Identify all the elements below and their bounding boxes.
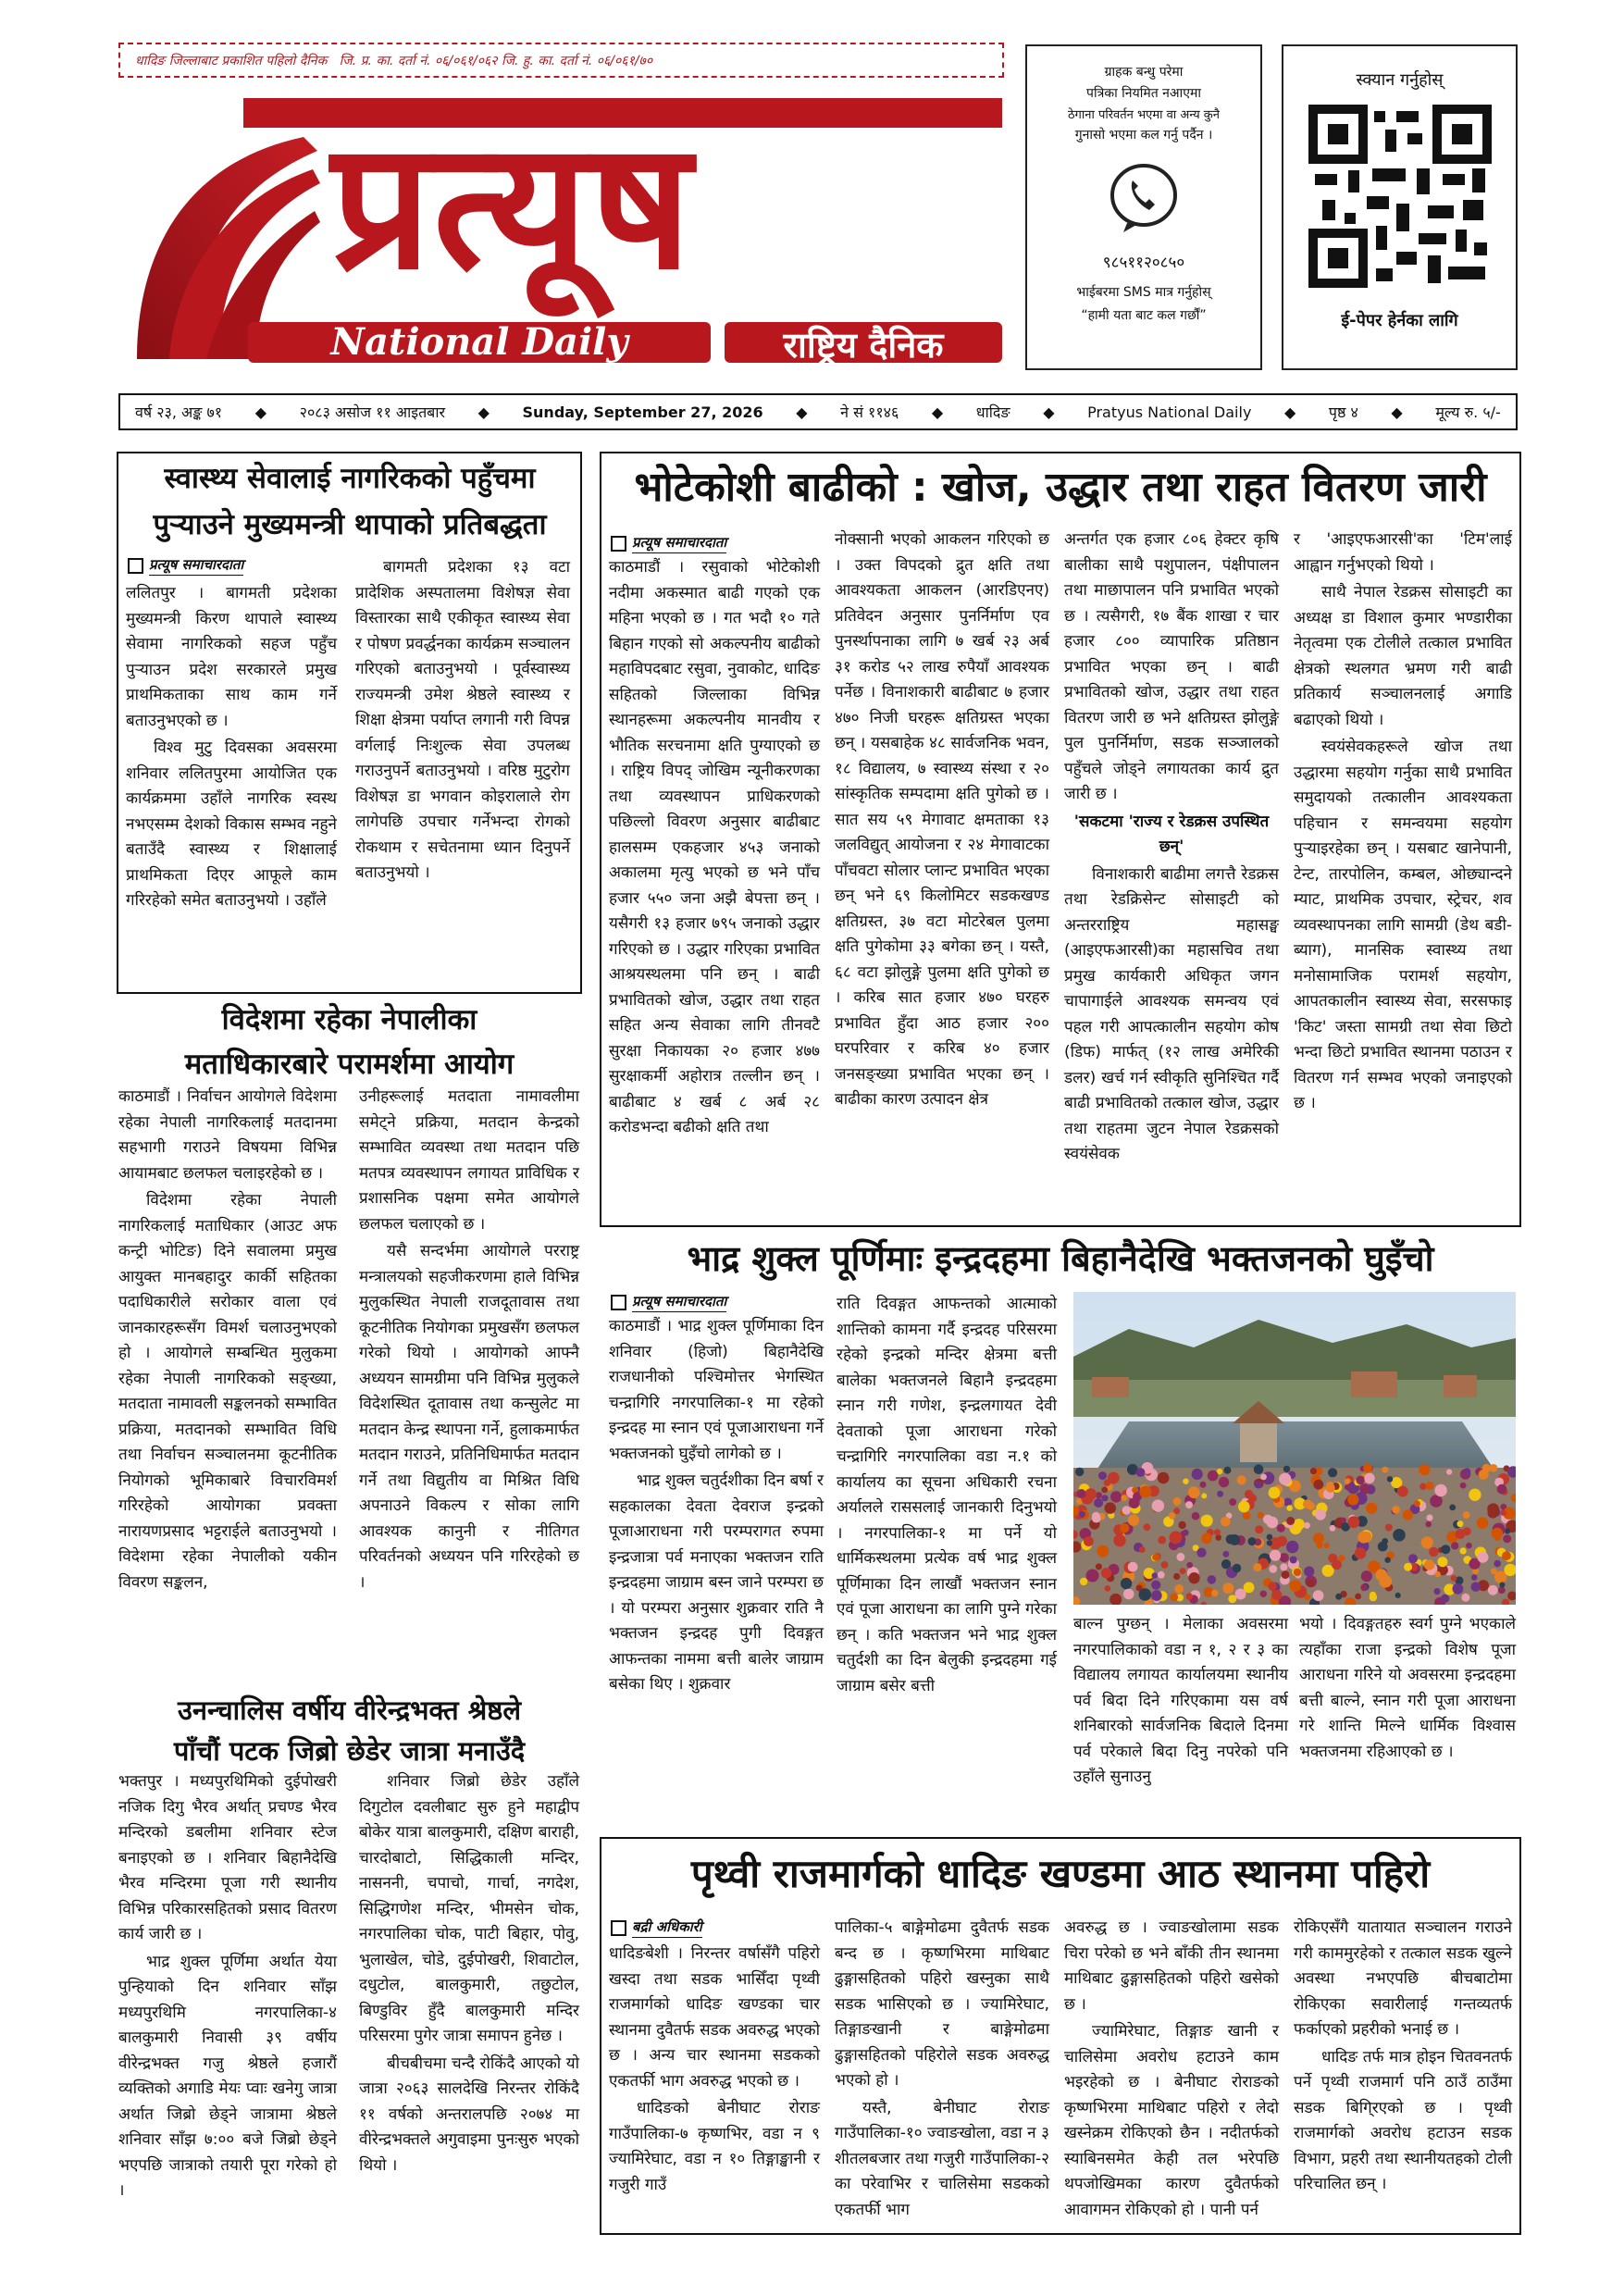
headline-line: विदेशमा रहेका नेपालीका [221,1003,477,1036]
paragraph: काठमाडौं । भाद्र शुक्ल पूर्णिमाका दिन शनिवार (हिजो) बिहानैदेखि राजधानीको पश्चिमोत्तर भेगस्थित चन्द्रागिरि नगरपालिका-१ मा रहेको इन्द्रदह मा स्नान एवं पूजाआराधना गर्ने भक्तजनको घुइँचो लागेको छ । [609,1317,824,1463]
paragraph: बाल्न पुग्छन् । मेलाका अवसरमा नगरपालिकाको वडा न १, २ र ३ का विद्यालय लगायत कार्यालयमा स्थानीय पर्व बिदा दिने गरिएकामा यस वर्ष शनिबारको सार्वजनिक बिदाले दिनमा पर्व परेकाले बिदा दिनु नपरेको पनि उहाँले सुनाउनु [1073,1615,1288,1786]
paragraph: विनाशकारी बाढीमा लगत्तै रेडक्रस तथा रेडक्रिसेन्ट सोसाइटी को अन्तरराष्ट्रिय महासङ्घ (आइएफआरसी)का महासचिव तथा प्रमुख कार्यकारी अधिकृत जगन चापागाईले आवश्यक समन्वय एवं पहल गरी आपत्कालीन सहयोग कोष (डिफ) मार्फत् (१२ लाख अमेरिकी डलर) खर्च गर्न स्वीकृति सुनिश्चित गर्दै बाढी प्रभावितको तत्काल खोज, उद्धार तथा राहतमा जुटन नेपाल रेडक्रसको स्वयंसेवक [1064,864,1279,1163]
volume: वर्ष २३, अङ्क ७१ [135,403,223,421]
paragraph: पालिका-५ बाङ्गेमोढमा दुवैतर्फ सडक बन्द छ । कृष्णभिरमा माथिबाट ढुङ्गासहितको पहिरो खस्नुका साथै सडक भासिएको छ । ज्यामिरेघाट, तिङ्गाङखानी र बाङ्गेमोढमा ढुङ्गासहितको पहिरोले सडक अवरुद्ध भएको हो । [835,1918,1049,2090]
election-col-1 [118,1085,337,1595]
epaper-label: ई-पेपर हेर्नका लागि [1341,311,1458,330]
highway-byline [611,1917,702,1938]
separator: ◆ [1284,403,1296,421]
paragraph: राति दिवङ्गत आफन्तको आत्माको शान्तिको कामना गर्दै इन्द्रदह परिसरमा रहेको इन्द्रको मन्दिर क्षेत्रमा बत्ती बालेका भक्तजनले बिहानै इन्द्रदहमा स्नान गरी गणेश, इन्द्रलगायत देवी देवताको पूजा आराधना गरेको चन्द्रागिरि नगरपालिका वडा न.१ को कार्यालय का सूचना अधिकारी रचना अर्यालले राससलाई जानकारी दिनुभयो । नगरपालिका-१ मा पर्ने यो धार्मिकस्थलमा प्रत्येक वर्ष भाद्र शुक्ल पूर्णिमाका दिन लाखौं भक्तजन स्नान एवं पूजा आराधना का लागि पुग्ने गरेका छन् । कति भक्तजन भने भाद्र शुक्ल चतुर्दशी का दिन बेलुकी इन्द्रदहमा गई जाग्राम बसेर बत्ती [837,1295,1057,1695]
separator: ◆ [1391,403,1403,421]
paragraph: नोक्सानी भएको आकलन गरिएको छ । उक्त विपदको द्रुत क्षति तथा आवश्यकता आकलन (आरडिएनए) प्रतिवेदन अनुसार पुनर्निर्माण एव पुनर्स्थापनाका लागि ७ खर्ब २३ अर्ब ३१ करोड ५२ लाख रुपैयाँ आवश्यक पर्नेछ । विनाशकारी बाढीबाट ७ हजार ४७० निजी घरहरू क्षतिग्रस्त भएका छन् । यसबाहेक ४८ सार्वजनिक भवन, १८ विद्यालय, ७ स्वास्थ्य संस्था र २० सांस्कृतिक सम्पदामा क्षति पुगेको छ । सात सय ५९ मेगावाट क्षमताका १३ जलविद्युत् आयोजना र २४ मेगावाटका पाँचवटा सोलार प्लान्ट प्रभावित भएका छन् भने ६९ किलोमिटर सडकखण्ड क्षतिग्रस्त, ३७ वटा मोटरेबल पुलमा क्षति पुगेकोमा ३३ बगेका छन् । यस्तै, ६८ वटा झोलुङ्गे पुलमा क्षति पुगेको छ । करिब सात हजार ४७० घरहरु प्रभावित हुँदा आठ हजार २०० घरपरिवार र करिब ४० हजार जनसङ्ख्या प्रभावित भएका छन् । बाढीका कारण उत्पादन क्षेत्र [835,530,1049,1109]
paper-name: Pratyus National Daily [1087,403,1252,421]
highway-col-2 [835,1916,1049,2223]
paragraph: विदेशमा रहेका नेपाली नागरिकलाई मताधिकार (आउट अफ कन्ट्री भोटिङ) दिने सवालमा प्रमुख आयुक्त मानबहादुर कार्की सहितका पदाधिकारीले सरोकार वाला एवं जानकारहरूसँग विमर्श चलाउनुभएको हो । आयोगले सम्बन्धित मुलुकमा रहेका नेपाली नागरिकको सङ्ख्या, मतदाता नामावली सङ्कलनको सम्भावित प्रक्रिया, मतदानको सम्भावित विधि तथा निर्वाचन सञ्चालनमा कूटनीतिक नियोगको भूमिकाबारे विचारविमर्श गरिरहेको आयोगका प्रवक्ता नारायणप्रसाद भट्टराईले बताउनुभयो । विदेशमा रहेका नेपालीको यकीन विवरण सङ्कलन, [118,1191,337,1592]
birendra-col-1 [118,1769,337,2204]
place: धादिङ [975,403,1010,421]
masthead-logo [118,81,1004,378]
paragraph: भक्तपुर । मध्यपुरथिमिको दुईपोखरी नजिक दिगु भैरव अर्थात् प्रचण्ड भैरव मन्दिरको डबलीमा शनिवार स्टेज बनाइएको छ । शनिवार बिहानैदेखि भैरव मन्दिरमा पूजा गरी स्थानीय विभिन्न परिकारसहितको प्रसाद वितरण कार्य जारी छ । [118,1772,337,1943]
paragraph: विश्व मुटु दिवसका अवसरमा शनिवार ललितपुरमा आयोजित एक कार्यक्रममा उहाँले नागरिक स्वस्थ नभएसम्म देशको विकास सम्भव नहुने बताउँदै स्वास्थ्य र शिक्षालाई प्राथमिकता दिएर आफूले काम गरिरहेको समेत बताउनुभयो । उहाँले [126,738,337,910]
bhotekoshi-headline: भोटेकोशी बाढीको : खोज, उद्धार तथा राहत वितरण जारी [634,464,1487,511]
indradaha-headline: भाद्र शुक्ल पूर्णिमाः इन्द्रदहमा बिहानैदेखि भक्तजनको घुइँचो [687,1238,1434,1279]
paragraph: ललितपुर । बागमती प्रदेशका मुख्यमन्त्री किरण थापाले स्वास्थ्य सेवामा नागरिकको सहज पहुँच पुर्‍याउन प्रदेश सरकारले प्रमुख प्राथमिकताका साथ काम गर्ने बताउनुभएको छ । [126,584,337,730]
page-number: पृष्ठ ४ [1328,403,1358,421]
byline-text: प्रत्यूष समाचारदाता [149,555,243,576]
paragraph: उनीहरूलाई मतदाता नामावलीमा समेट्ने प्रक्रिया, मतदान केन्द्रको सम्भावित व्यवस्था तथा मतदान पछि मतपत्र व्यवस्थापन लगायत प्राविधिक र प्रशासनिक पक्षमा समेत आयोगले छलफल चलाएको छ । [359,1087,579,1234]
paragraph: धादिङबेशी । निरन्तर वर्षासँगै पहिरो खस्दा तथा सडक भासिँदा पृथ्वी राजमार्गको धादिङ खण्डका चार स्थानमा दुवैतर्फ सडक अवरुद्ध भएको छ । अन्य चार स्थानमा सडकको एकतर्फी भाग अवरुद्ध भएको छ । [609,1944,820,2091]
scan-label: स्क्यान गर्नुहोस् [1356,70,1444,90]
price: मूल्य रु. ५/- [1435,403,1501,421]
highway-col-4 [1294,1916,1512,2198]
highway-headline: पृथ्वी राजमार्गको धादिङ खण्डमा आठ स्थानमा पहिरो [690,1851,1431,1896]
notice-sms: भाईबरमा SMS मात्र गर्नुहोस् [1076,285,1211,300]
health-byline [128,555,243,576]
indradaha-col-1 [609,1314,824,1698]
paragraph: यसै सन्दर्भमा आयोगले परराष्ट्र मन्त्रालयको सहजीकरणमा हाले विभिन्न मुलुकस्थित नेपाली राजदूतावास तथा कूटनीतिक नियोगका प्रमुखसँग छलफल गरेको थियो । आयोगको आफ्नै अध्ययन सामग्रीमा पनि विभिन्न मुलुकले विदेशस्थित दूतावास तथा कन्सुलेट मा मतदान केन्द्र स्थापना गर्ने, हुलाकमार्फत मतदान गराउने, प्रतिनिधिमार्फत मतदान गर्ने तथा विद्युतीय वा मिश्रित विधि अपनाउने विकल्प र सोका लागि आवश्यक कानुनी र नीतिगत परिवर्तनको अध्ययन पनि गरिरहेको छ । [359,1242,579,1592]
paragraph: ज्यामिरेघाट, तिङ्गाङ खानी र चालिसेमा अवरोध हटाउने काम भइरहेको छ । बेनीघाट रोराङको कृष्णभिरमा माथिबाट पहिरो र लेदो खस्नेक्रम रोकिएको छैन । नदीतर्फको स्याबिनसमेत केही तल भरेपछि थपजोखिमका कारण दुवैतर्फको आवागमन रोकिएको हो । पानी पर्न [1064,2022,1279,2219]
headline-line: पाँचौं पटक जिब्रो छेडेर जात्रा मनाउँदै [173,1735,526,1767]
bhotekoshi-col-3 [1064,527,1279,1168]
health-col-1 [126,581,337,914]
bhotekoshi-byline [611,533,726,553]
notice-line: ठेगाना परिवर्तन भएमा वा अन्य कुनै [1068,108,1220,122]
reader-notice-box [1025,44,1262,370]
birendra-headline [117,1690,582,1771]
reg-number: ने सं ११४६ [840,403,899,421]
indradaha-col-3 [1073,1612,1288,1791]
headline-line: पुर्‍याउने मुख्यमन्त्री थापाको प्रतिबद्धता [153,508,547,541]
phone-icon [1107,160,1181,234]
byline-text: प्रत्यूष समाचारदाता [632,1292,726,1312]
paragraph: स्वयंसेवकहरूले खोज तथा उद्धारमा सहयोग गर्नुका साथै प्रभावित समुदायको तत्कालीन आवश्यकता पहिचान र समन्वयमा सहयोग पुर्‍याइरहेका छन् । यसबाट खानेपानी, टेन्ट, तारपोलिन, कम्बल, ओछ्यान्दने म्याट, प्राथमिक उपचार, स्ट्रेचर, शव व्यवस्थापनका लागि सामग्री (डेथ बडी-ब्याग), मानसिक स्वास्थ्य तथा मनोसामाजिक परामर्श सहयोग, आपतकालीन स्वास्थ्य सेवा, सरसफाइ 'किट' जस्ता सामग्री तथा सेवा छिटो भन्दा छिटो प्रभावित स्थानमा पठाउन र वितरण गर्न सम्भव भएको जनाइएको छ । [1294,738,1512,1112]
health-col-2 [355,555,570,887]
byline-text: प्रत्यूष समाचारदाता [632,533,726,553]
notice-quote: “हामी यता बाट कल गर्छौं” [1081,308,1207,323]
paragraph: भयो । दिवङ्गतहरु स्वर्ग पुग्ने भएकाले त्यहाँका राजा इन्द्रको विशेष पूजा आराधना गरिने यो अवसरमा इन्द्रदहमा बत्ती बाल्ने, स्नान गरी पूजा आराधना गरे शान्ति मिल्ने धार्मिक विश्वास भक्तजनमा रहिआएको छ । [1299,1615,1516,1761]
election-col-2 [359,1085,579,1595]
separator: ◆ [931,403,944,421]
dateline-bar [118,393,1518,430]
qr-box [1282,44,1518,370]
paragraph: यस्तै, बेनीघाट रोराङ गाउँपालिका-१० ज्वाङखोला, वडा न ३ शीतलबजार तथा गजुरी गाउँपालिका-२ का परेवाभिर र चालिसेमा सडकको एकतर्फी भाग [835,2098,1049,2219]
bhotekoshi-col-1 [609,555,820,1141]
byline-text: बद्री अधिकारी [632,1917,702,1938]
separator: ◆ [477,403,490,421]
paragraph: भाद्र शुक्ल पूर्णिमा अर्थात येया पुन्हियाको दिन शनिवार साँझ मध्यपुरथिमि नगरपालिका-४ बालकुमारी निवासी ३९ वर्षीय वीरेन्द्रभक्त गजु श्रेष्ठले हजारौं व्यक्तिको अगाडि मेयः प्वाः खनेगु जात्रा अर्थात जिब्रो छेड्ने जात्रामा श्रेष्ठले शनिवार साँझ ७:०० बजे जिब्रो छेड्ने भएपछि जात्राको तयारी पूरा गरेको हो । [118,1952,337,2200]
english-name: National Daily [330,320,628,364]
nepali-name: राष्ट्रिय दैनिक [783,325,944,366]
nepali-date: २०८३ असोज ११ आइतबार [299,403,446,421]
subheading: 'सकटमा 'राज्य र रेडक्रस उपस्थित छन्' [1073,812,1270,856]
indradaha-col-4 [1299,1612,1516,1765]
highway-col-1 [609,1942,820,2198]
paragraph: बागमती प्रदेशका १३ वटा प्रादेशिक अस्पतालमा विशेषज्ञ सेवा विस्तारका साथै एकीकृत स्वास्थ्य सेवा र पोषण प्रवर्द्धनका कार्यक्रम सञ्चालन गरिएको बताउनुभयो । पूर्वस्वास्थ्य राज्यमन्त्री उमेश श्रेष्ठले स्वास्थ्य र शिक्षा क्षेत्रमा पर्याप्त लगानी गरी विपन्न वर्गलाई निःशुल्क सेवा उपलब्ध गराउनुपर्ने बताउनुभयो । वरिष्ठ मुटुरोग विशेषज्ञ डा भगवान कोइरालाले रोग लागेपछि उपचार गर्नेभन्दा रोगको रोकथाम र सचेतनामा ध्यान दिनुपर्ने बताउनुभयो । [355,558,570,882]
health-headline [124,455,576,548]
headline-line: स्वास्थ्य सेवालाई नागरिकको पहुँचमा [164,462,536,495]
notice-line: पत्रिका नियमित नआएमा [1086,86,1201,101]
strip-text: धादिङ जिल्लाबाट प्रकाशित पहिलो दैनिक जि. प्र. का. दर्ता नं. ०६/०६१/०६२ जि. हु. का. दर्ता नं. ०६/०६१/७० [135,53,653,68]
paragraph: धादिङको बेनीघाट रोराङ गाउँपालिका-७ कृष्णभिर, वडा न ९ ज्यामिरेघाट, वडा न १० तिङ्गाङ्खानी र गजुरी गाउँ [609,2099,820,2194]
paragraph: धादिङ तर्फ मात्र होइन चितवनतर्फ पर्ने पृथ्वी राजमार्ग पनि ठाउँ ठाउँमा सडक बिगि्रएको छ । पृथ्वी राजमार्गको अवरोध हटाउन सडक विभाग, प्रहरी तथा स्थानीयतहको टोली परिचालित छन् । [1294,2047,1512,2193]
separator: ◆ [796,403,808,421]
indradaha-col-2 [837,1292,1057,1699]
paragraph: र 'आइएफआरसी'का 'टिम'लाई आह्वान गर्नुभएको थियो । [1294,530,1512,575]
separator: ◆ [254,403,267,421]
highway-col-3 [1064,1916,1279,2223]
paragraph: अन्तर्गत एक हजार ८०६ हेक्टर कृषि बालीका साथै पशुपालन, पंक्षीपालन तथा माछापालन पनि प्रभावित भएको छ । त्यसैगरी, १७ बैंक शाखा र चार हजार ८०० व्यापारिक प्रतिष्ठान प्रभावित भएका छन् । बाढी प्रभावितको खोज, उद्धार तथा राहत वितरण जारी छ भने क्षतिग्रस्त झोलुङ्गे पुल पुनर्निर्माण, सडक सञ्जालको पहुँचले जोड्ने लगायतका कार्य द्रुत जारी छ । [1064,530,1279,803]
paragraph: अवरुद्ध छ । ज्वाङखोलामा सडक चिरा परेको छ भने बाँकी तीन स्थानमा माथिबाट ढुङ्गासहितको पहिरो खसेको छ । [1064,1918,1279,2014]
paragraph: भाद्र शुक्ल चतुर्दशीका दिन बर्षा र सहकालका देवता देवराज इन्द्रको पूजाआराधना गरी परम्परागत रुपमा इन्द्रजात्रा पर्व मनाएका भक्तजन राति इन्द्रदहमा जाग्राम बस्न जाने परम्परा छ । यो परम्परा अनुसार शुक्रवार राति नै भक्तजन इन्द्रदह पुगी दिवङ्गत आफन्तका नाममा बत्ती बालेर जाग्राम बसेका थिए । शुक्रवार [609,1471,824,1694]
english-date: Sunday, September 27, 2026 [522,403,763,421]
masthead-strip [118,43,1004,78]
notice-phone: ९८५११२०८५० [1102,254,1185,272]
logo-text: प्रत्यूष [331,102,694,308]
headline-line: मताधिकारबारे परामर्शमा आयोग [184,1048,514,1081]
paragraph: काठमाडौं । रसुवाको भोटेकोशी नदीमा अकस्मात बाढी गएको एक महिना भएको छ । गत भदौ १० गते बिहान गएको सो अकल्पनीय बाढीको महाविपदबाट रसुवा, नुवाकोट, धादिङ सहितको जिल्लाका विभिन्न स्थानहरूमा अकल्पनीय मानवीय र भौतिक सरचनामा क्षति पुग्याएको छ । राष्ट्रिय विपद् जोखिम न्यूनीकरणका तथा व्यवस्थापन प्राधिकरणको पछिल्लो विवरण अनुसार बाढीबाट हालसम्म एकहजार ४५३ जनाको अकालमा मृत्यु भएको छ भने पाँच हजार ५५० जना अझै बेपत्ता छन् । यसैगरी १३ हजार ७९५ जनाको उद्धार गरिएको छ । उद्धार गरिएका प्रभावित आश्रयस्थलमा पनि छन् । बाढी प्रभावितको खोज, उद्धार तथा राहत सहित अन्य सेवाका लागि तीनवटै सुरक्षा निकायका २० हजार ४७७ सुरक्षाकर्मी अहोरात्र तल्लीन छन् । बाढीबाट ४ खर्ब ८ अर्ब २८ करोडभन्दा बढीको क्षति तथा [609,558,820,1136]
paragraph: रोकिएसँगै यातायात सञ्चालन गराउने गरी काममुरहेको र तत्काल सडक खुल्ने अवस्था नभएपछि बीचबाटोमा रोकिएका सवारीलाई गन्तव्यतर्फ फर्काएको प्रहरीको भनाई छ । [1294,1918,1512,2039]
birendra-col-2 [359,1769,579,2178]
indradaha-photo [1073,1292,1516,1605]
paragraph: साथै नेपाल रेडक्रस सोसाइटी का अध्यक्ष डा विशाल कुमार भण्डारीका नेतृत्वमा एक टोलीले तत्काल प्रभावित क्षेत्रको स्थलगत भ्रमण गरी बाढी प्रतिकार्य सञ्चालनलाई अगाडि बढाएको थियो । [1294,583,1512,729]
indradaha-byline [611,1292,726,1312]
notice-line: गुनासो भएमा कल गर्नु पर्दैन । [1074,128,1213,143]
election-headline [117,998,582,1086]
bhotekoshi-col-4 [1294,527,1512,1117]
qr-code-icon[interactable] [1308,104,1493,289]
paragraph: काठमाडौं । निर्वाचन आयोगले विदेशमा रहेका नेपाली नागरिकलाई मतदानमा सहभागी गराउने विषयमा विभिन्न आयामबाट छलफल चलाइरहेको छ । [118,1087,337,1183]
notice-line: ग्राहक बन्धु परेमा [1104,65,1184,80]
paragraph: शनिवार जिब्रो छेडेर उहाँले दिगुटोल दवलीबाट सुरु हुने महाद्वीप बोकेर यात्रा बालकुमारी, दक्षिण बाराही, चारदोबाटो, सिद्धिकाली मन्दिर, नासननी, चपाचो, गार्चा, नगदेश, सिद्धिगणेश मन्दिर, भीमसेन चोक, नगरपालिका चोक, पाटी बिहार, पोवु, भुलाखेल, चोडे, दुईपोखरी, शिवाटोल, दधुटोल, बालकुमारी, तछुटोल, बिण्डुविर हुँदै बालकुमारी मन्दिर परिसरमा पुगेर जात्रा समापन हुनेछ । [359,1772,579,2045]
crowd-lake-photo-icon [1073,1292,1516,1605]
paragraph: बीचबीचमा चन्दै रोकिंदै आएको यो जात्रा २०६३ सालदेखि निरन्तर रोकिंदै ११ वर्षको अन्तरालपछि २०७४ मा वीरेन्द्रभक्तले अगुवाइमा पुनःसुरु भएको थियो । [359,2054,579,2175]
headline-line: उनन्चालिस वर्षीय वीरेन्द्रभक्त श्रेष्ठले [177,1694,521,1726]
bhotekoshi-col-2 [835,527,1049,1113]
separator: ◆ [1043,403,1055,421]
